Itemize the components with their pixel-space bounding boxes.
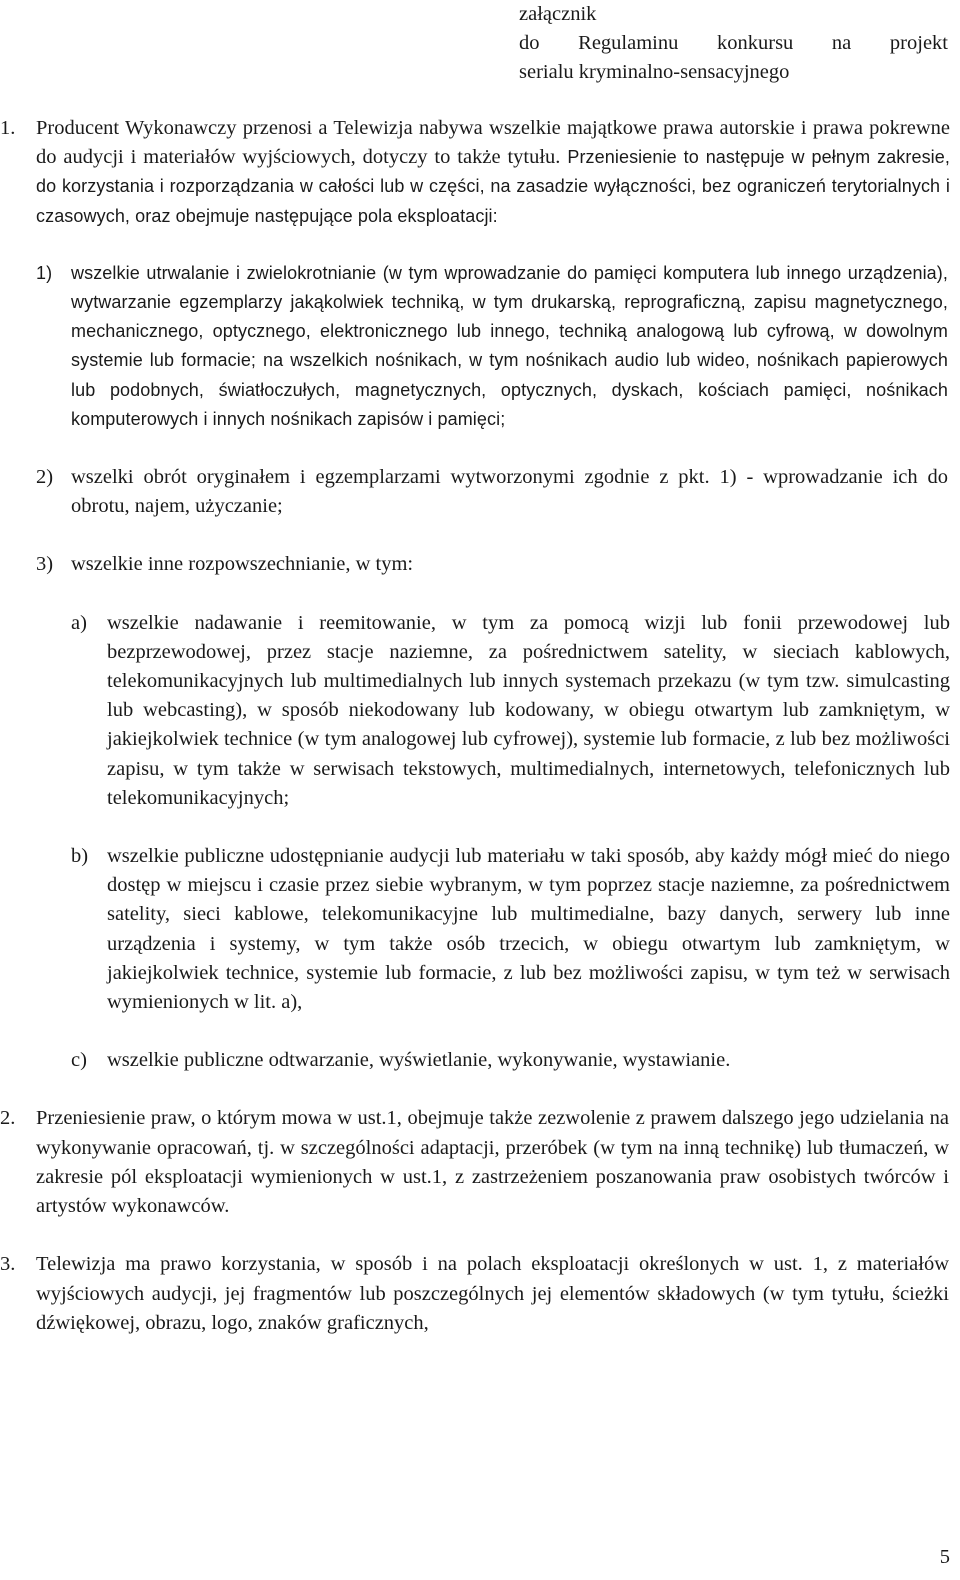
attachment-header: [519, 0, 948, 88]
sub-item-c: [71, 1046, 960, 1075]
sub-item-c-letter: c): [71, 1049, 87, 1072]
section-1-text-b: Przeniesienie to następuje w pełnym zakresie, do korzystania i rozporządzania w całości lub w części, na zasadzie wyłączności, bez ograniczeń terytorialnych i czasowych, oraz obejmuje następujące pola eksploatacji:: [36, 147, 950, 226]
list-item-3: [36, 550, 960, 579]
list-item-1-number: 1): [36, 262, 53, 283]
sub-item-a-text: wszelkie nadawanie i reemitowanie, w tym za pomocą wizji lub fonii przewodowej lub bezprzewodowej, przez stacje naziemne, za pośrednictwem satelity, w sieciach kablowych, telekomunikacyjnych lub multimedialnych lub innych systemach przekazu (w tym tzw. simulcasting lub webcasting), w sposób niekodowany lub kodowany, w obiegu otwartym lub zamkniętym, w jakiejkolwiek technice (w tym analogowej lub cyfrowej), systemie lub formacie, z lub bez możliwości zapisu, w tym także w serwisach tekstowych, multimedialnych, internetowych, telefonicznych lub telekomunikacyjnych;: [107, 611, 950, 809]
section-2-text: Przeniesienie praw, o którym mowa w ust.1, obejmuje także zezwolenie z prawem dalszego jego udzielania na wykonywanie opracowań, tj. w szczególności adaptacji, przeróbek (w tym na inną technikę) lub tłumaczeń, w zakresie pól eksploatacji wymienionych w ust.1, z zastrzeżeniem poszanowania praw osobistych twórców i artystów wykonawców.: [36, 1107, 949, 1218]
section-3-number: 3.: [0, 1253, 16, 1276]
list-item-1: [36, 259, 960, 434]
section-3-text: Telewizja ma prawo korzystania, w sposób i na polach eksploatacji określonych w ust. 1, z materiałów wyjściowych audycji, jej fragmentów lub poszczególnych jej elementów składowych (w tym tytułu, ścieżki dźwiękowej, obrazu, logo, znaków graficznych,: [36, 1253, 949, 1334]
list-item-2-text: wszelki obrót oryginałem i egzemplarzami wytworzonymi zgodnie z pkt. 1) - wprowadzanie ich do obrotu, najem, użyczanie;: [71, 466, 948, 518]
sub-item-c-text: wszelkie publiczne odtwarzanie, wyświetlanie, wykonywanie, wystawianie.: [107, 1049, 731, 1072]
page-number: 5: [939, 1546, 950, 1568]
header-line-2: do Regulaminu konkursu na projekt: [519, 32, 948, 55]
section-1-text-a: Producent Wykonawczy przenosi a Telewizja nabywa wszelkie majątkowe prawa autorskie i prawa pokrewne do audycji i materiałów wyjściowych, dotyczy to także tytułu.: [36, 117, 950, 169]
sub-item-b-letter: b): [71, 845, 89, 868]
section-1-text: [36, 114, 950, 231]
section-3: [0, 1250, 960, 1338]
sub-item-a: [71, 609, 960, 813]
section-1-number: 1.: [0, 117, 16, 139]
section-1: [0, 114, 960, 231]
list-item-2-number: 2): [36, 466, 54, 489]
list-item-3-text: wszelkie inne rozpowszechnianie, w tym:: [71, 553, 414, 576]
sub-item-b: [71, 842, 960, 1017]
header-line-1: załącznik: [519, 3, 597, 25]
sub-item-b-text: wszelkie publiczne udostępnianie audycji lub materiału w taki sposób, aby każdy mógł mieć do niego dostęp w miejscu i czasie przez siebie wybranym, w tym poprzez stacje naziemne, za pośrednictwem satelity, sieci kablowe, telekomunikacyjne lub multimedialne, bazy danych, serwery lub inne urządzenia i systemy, w tym także osób trzecich, w obiegu otwartym lub zamkniętym, w jakiejkolwiek technice, systemie lub formacie, z lub bez możliwości zapisu, w tym też w serwisach wymienionych w lit. a),: [107, 845, 950, 1014]
header-line-3: serialu kryminalno-sensacyjnego: [519, 61, 790, 84]
sub-item-a-letter: a): [71, 611, 87, 634]
list-item-1-text: wszelkie utrwalanie i zwielokrotnianie (w tym wprowadzanie do pamięci komputera lub innego urządzenia), wytwarzanie egzemplarzy jakąkolwiek techniką, w tym drukarską, reprograficzną, zapisu magnetycznego, mechanicznego, optycznego, elektronicznego lub innego, techniką analogową lub cyfrową, w dowolnym systemie lub formacie; na wszelkich nośnikach, w tym nośnikach audio lub wideo, nośnikach papierowych lub podobnych, światłoczułych, magnetycznych, optycznych, dyskach, kościach pamięci, nośnikach komputerowych i innych nośnikach zapisów i pamięci;: [71, 262, 948, 429]
list-item-2: [36, 463, 960, 521]
section-2: [0, 1104, 960, 1221]
section-2-number: 2.: [0, 1107, 16, 1130]
document-body: [0, 114, 960, 1338]
list-item-3-number: 3): [36, 553, 54, 576]
